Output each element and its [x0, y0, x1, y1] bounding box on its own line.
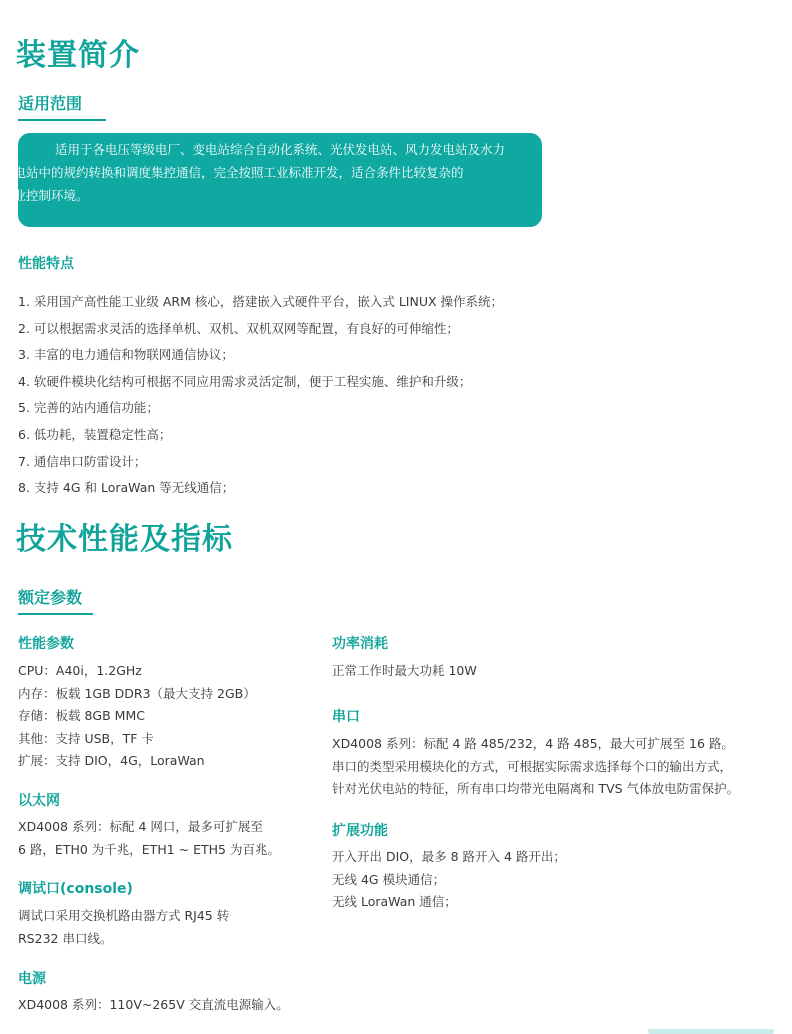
expansion-text — [332, 846, 772, 914]
tech-title: 技术性能及指标 — [16, 522, 233, 557]
power-text — [18, 994, 318, 1017]
serial-text — [332, 733, 777, 801]
ethernet-text — [18, 816, 318, 861]
expansion-line: 无线 4G 模块通信； — [332, 871, 446, 887]
feature-item: 5. 完善的站内通信功能； — [18, 400, 159, 416]
console-line: 调试口采用交换机路由器方式 RJ45 转 — [18, 908, 230, 923]
ethernet-line: XD4008 系列：标配 4 网口，最多可扩展至 — [18, 819, 263, 834]
feature-item: 3. 丰富的电力通信和物联网通信协议； — [18, 347, 234, 363]
serial-line: XD4008 系列：标配 4 路 485/232，4 路 485，最大可扩展至 16 路。 — [332, 736, 734, 751]
expansion-line: 开入开出 DIO，最多 8 路开入 4 路开出； — [332, 849, 566, 864]
serial-line: 针对光伏电站的特征，所有串口均带光电隔离和 TVS 气体放电防雷保护。 — [332, 781, 740, 796]
perf-line: 存储：板载 8GB MMC — [18, 708, 145, 723]
features-heading: 性能特点 — [18, 256, 74, 272]
scope-text — [1, 138, 532, 207]
console-line: RS232 串口线。 — [18, 930, 113, 946]
serial-line: 串口的类型采用模块化的方式，可根据实际需求选择每个口的输出方式， — [332, 758, 733, 774]
perf-line: 其他：支持 USB，TF 卡 — [18, 730, 154, 746]
console-text — [18, 905, 318, 950]
bottom-decoration — [648, 1029, 774, 1034]
power-line: XD4008 系列：110V~265V 交直流电源输入。 — [18, 997, 289, 1012]
feature-item: 4. 软硬件模块化结构可根据不同应用需求灵活定制，便于工程实施、维护和升级； — [18, 373, 472, 389]
console-heading: 调试口(console) — [18, 881, 133, 897]
expansion-heading: 扩展功能 — [332, 823, 388, 839]
power-heading: 电源 — [18, 971, 46, 987]
features-list — [18, 289, 578, 502]
perf-heading: 性能参数 — [18, 636, 74, 652]
perf-line: CPU：A40i，1.2GHz — [18, 663, 142, 678]
feature-item: 7. 通信串口防雷设计； — [18, 453, 147, 469]
consumption-heading: 功率消耗 — [332, 636, 388, 652]
feature-item: 8. 支持 4G 和 LoraWan 等无线通信； — [18, 480, 235, 496]
scope-line-2: 发电站中的规约转换和调度集控通信，完全按照工业标准开发，适合条件比较复杂的 — [1, 165, 464, 180]
intro-title: 装置简介 — [16, 38, 140, 73]
ethernet-line: 6 路，ETH0 为千兆，ETH1 ~ ETH5 为百兆。 — [18, 841, 280, 857]
scope-box — [1, 133, 542, 227]
consumption-text — [332, 660, 772, 683]
scope-heading: 适用范围 — [18, 93, 106, 121]
scope-line-1: 适用于各电压等级电厂、变电站综合自动化系统、光伏发电站、风力发电站及水力 — [55, 142, 506, 157]
serial-heading: 串口 — [332, 709, 360, 725]
scope-line-3: 工业控制环境。 — [1, 188, 89, 203]
feature-item: 1. 采用国产高性能工业级 ARM 核心，搭建嵌入式硬件平台，嵌入式 LINUX 操作系统； — [18, 294, 504, 309]
perf-line: 扩展：支持 DIO，4G，LoraWan — [18, 753, 205, 768]
expansion-line: 无线 LoraWan 通信； — [332, 894, 457, 909]
feature-item: 2. 可以根据需求灵活的选择单机、双机、双机双网等配置，有良好的可伸缩性； — [18, 320, 459, 336]
feature-item: 6. 低功耗，装置稳定性高； — [18, 426, 172, 442]
consumption-line: 正常工作时最大功耗 10W — [332, 663, 477, 678]
perf-line: 内存：板载 1GB DDR3（最大支持 2GB） — [18, 685, 256, 701]
rated-heading: 额定参数 — [18, 587, 93, 615]
ethernet-heading: 以太网 — [18, 793, 60, 809]
perf-text — [18, 660, 318, 773]
